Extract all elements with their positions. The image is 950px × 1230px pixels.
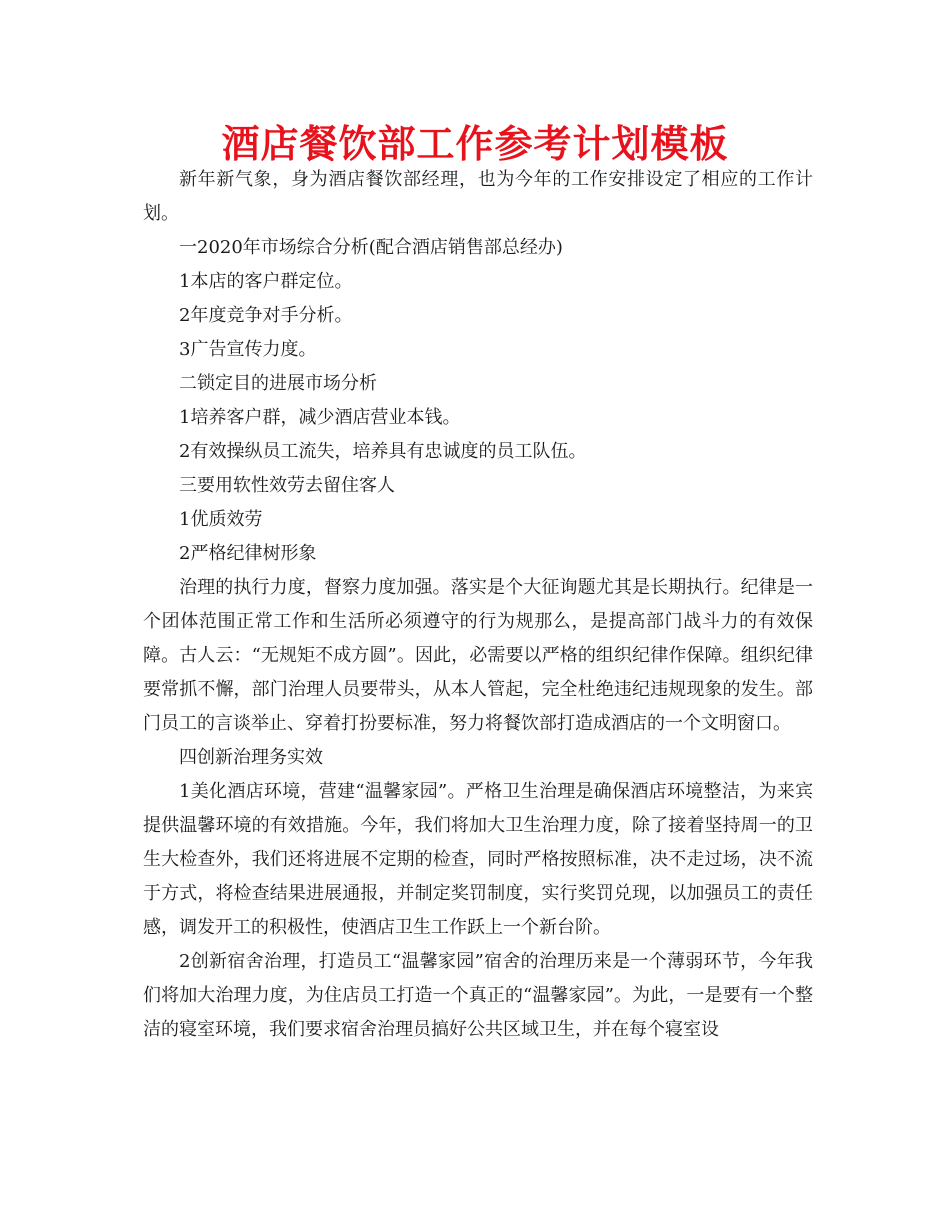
- section-heading: 四创新治理务实效: [179, 747, 323, 768]
- paragraph: 2创新宿舍治理，打造员工“温馨家园”宿舍的治理历来是一个薄弱环节，今年我们将加大治理力度，为住店员工打造一个真正的“温馨家园”。为此，一是要有一个整洁的寝室环境，我们要求宿舍治理员搞好公共区域卫生，并在每个寝室设: [143, 951, 813, 1040]
- list-item: 2严格纪律树形象: [179, 543, 317, 564]
- list-item: 1本店的客户群定位。: [179, 271, 353, 292]
- list-item: 1优质效劳: [179, 509, 263, 530]
- section-heading: 二锁定目的进展市场分析: [179, 373, 377, 394]
- section-heading: 三要用软性效劳去留住客人: [179, 475, 395, 496]
- paragraph: 治理的执行力度，督察力度加强。落实是个大征询题尤其是长期执行。纪律是一个团体范围正常工作和生活所必须遵守的行为规那么，是提高部门战斗力的有效保障。古人云：“无规矩不成方圆”。因此，必需要以严格的组织纪律作保障。组织纪律要常抓不懈，部门治理人员要带头，从本人管起，完全杜绝违纪违规现象的发生。部门员工的言谈举止、穿着打扮要标准，努力将餐饮部打造成酒店的一个文明窗口。: [143, 577, 813, 734]
- paragraph: 新年新气象，身为酒店餐饮部经理，也为今年的工作安排设定了相应的工作计划。: [143, 169, 813, 224]
- document-body: [143, 163, 813, 1047]
- list-item: 2年度竞争对手分析。: [179, 305, 353, 326]
- list-item: 2有效操纵员工流失，培养具有忠诚度的员工队伍。: [179, 441, 587, 462]
- paragraph: 1美化酒店环境，营建“温馨家园”。严格卫生治理是确保酒店环境整洁，为来宾提供温馨环境的有效措施。今年，我们将加大卫生治理力度，除了接着坚持周一的卫生大检查外，我们还将进展不定期的检查，同时严格按照标准，决不走过场，决不流于方式，将检查结果进展通报，并制定奖罚制度，实行奖罚兑现，以加强员工的责任感，调发开工的积极性，使酒店卫生工作跃上一个新台阶。: [143, 781, 813, 938]
- document-title: 酒店餐饮部工作参考计划模板: [221, 122, 729, 166]
- list-item: 3广告宣传力度。: [179, 339, 317, 360]
- section-heading: 一2020年市场综合分析(配合酒店销售部总经办): [179, 237, 563, 258]
- list-item: 1培养客户群，减少酒店营业本钱。: [179, 407, 461, 428]
